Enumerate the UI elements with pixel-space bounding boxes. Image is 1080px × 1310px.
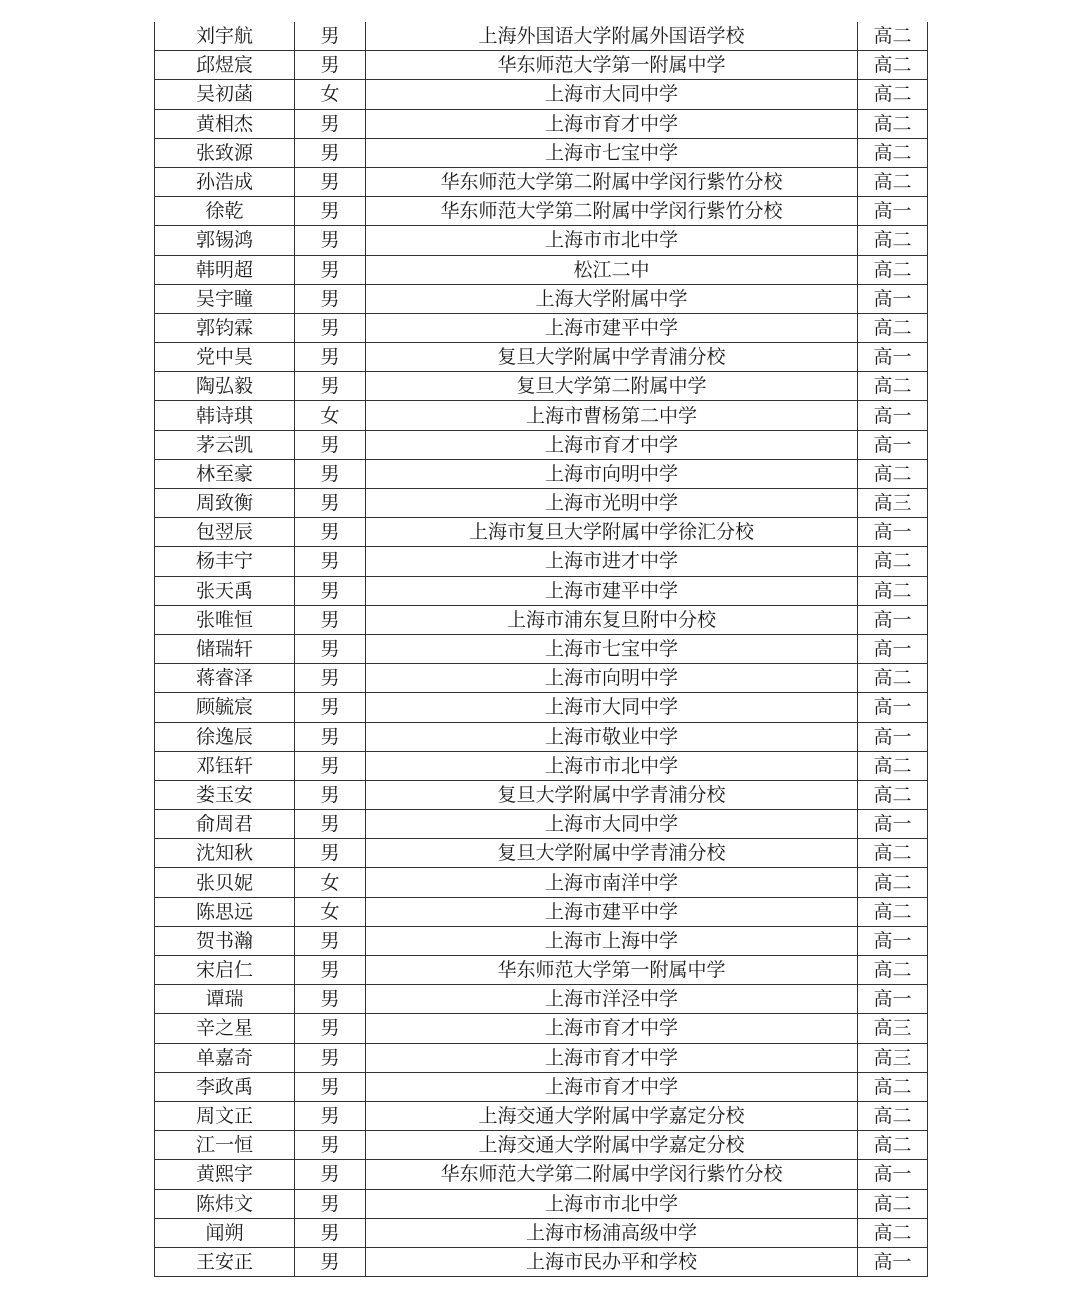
student-gender-cell: 男 [295,284,366,313]
student-gender-cell: 男 [295,956,366,985]
table-row [155,343,928,372]
student-name-cell: 贺书瀚 [155,926,295,955]
student-grade-cell: 高一 [858,430,928,459]
student-name-cell: 党中昊 [155,343,295,372]
student-name-cell: 吴初菡 [155,80,295,109]
student-school-cell: 上海市向明中学 [366,459,858,488]
student-gender-cell: 男 [295,1014,366,1043]
student-school-cell: 上海市市北中学 [366,1189,858,1218]
student-grade-cell: 高一 [858,693,928,722]
student-name-cell: 杨丰宁 [155,547,295,576]
table-row [155,401,928,430]
table-row [155,956,928,985]
student-school-cell: 复旦大学附属中学青浦分校 [366,343,858,372]
student-name-cell: 刘宇航 [155,22,295,51]
student-name-cell: 邱煜宸 [155,51,295,80]
table-row [155,751,928,780]
student-school-cell: 上海市曹杨第二中学 [366,401,858,430]
student-grade-cell: 高一 [858,810,928,839]
student-gender-cell: 男 [295,51,366,80]
table-row [155,518,928,547]
table-row [155,430,928,459]
student-name-cell: 林至豪 [155,459,295,488]
student-school-cell: 复旦大学第二附属中学 [366,372,858,401]
student-gender-cell: 女 [295,401,366,430]
student-gender-cell: 男 [295,576,366,605]
student-school-cell: 复旦大学附属中学青浦分校 [366,839,858,868]
table-row [155,459,928,488]
student-school-cell: 上海市建平中学 [366,313,858,342]
student-school-cell: 上海大学附属中学 [366,284,858,313]
student-school-cell: 华东师范大学第一附属中学 [366,956,858,985]
table-row [155,547,928,576]
student-gender-cell: 男 [295,693,366,722]
student-name-cell: 张致源 [155,138,295,167]
student-gender-cell: 男 [295,1189,366,1218]
student-grade-cell: 高一 [858,284,928,313]
student-school-cell: 上海市南洋中学 [366,868,858,897]
student-name-cell: 孙浩成 [155,167,295,196]
student-grade-cell: 高二 [858,109,928,138]
table-row [155,22,928,51]
student-school-cell: 上海市育才中学 [366,109,858,138]
student-grade-cell: 高二 [858,22,928,51]
student-school-cell: 上海市向明中学 [366,664,858,693]
student-school-cell: 上海外国语大学附属外国语学校 [366,22,858,51]
student-gender-cell: 女 [295,868,366,897]
table-row [155,576,928,605]
student-school-cell: 上海市大同中学 [366,693,858,722]
student-grade-cell: 高二 [858,138,928,167]
student-name-cell: 黄熙宇 [155,1160,295,1189]
student-gender-cell: 男 [295,810,366,839]
student-name-cell: 江一恒 [155,1131,295,1160]
table-row [155,722,928,751]
student-name-cell: 包翌辰 [155,518,295,547]
student-school-cell: 华东师范大学第一附属中学 [366,51,858,80]
table-row [155,51,928,80]
student-name-cell: 韩明超 [155,255,295,284]
student-name-cell: 张贝妮 [155,868,295,897]
student-grade-cell: 高三 [858,1014,928,1043]
student-school-cell: 上海市光明中学 [366,489,858,518]
student-gender-cell: 男 [295,518,366,547]
student-grade-cell: 高二 [858,1131,928,1160]
student-gender-cell: 男 [295,839,366,868]
table-row [155,197,928,226]
student-gender-cell: 男 [295,22,366,51]
student-name-cell: 王安正 [155,1247,295,1276]
student-name-cell: 娄玉安 [155,780,295,809]
student-grade-cell: 高一 [858,985,928,1014]
table-row [155,313,928,342]
student-grade-cell: 高二 [858,839,928,868]
student-name-cell: 俞周君 [155,810,295,839]
student-grade-cell: 高二 [858,897,928,926]
student-school-cell: 上海市七宝中学 [366,138,858,167]
student-name-cell: 郭锡鸿 [155,226,295,255]
student-name-cell: 储瑞轩 [155,634,295,663]
student-grade-cell: 高二 [858,372,928,401]
table-row [155,664,928,693]
student-gender-cell: 男 [295,372,366,401]
student-school-cell: 上海市浦东复旦附中分校 [366,605,858,634]
student-school-cell: 上海交通大学附属中学嘉定分校 [366,1101,858,1130]
student-school-cell: 上海市育才中学 [366,1072,858,1101]
student-gender-cell: 男 [295,634,366,663]
student-name-cell: 吴宇瞳 [155,284,295,313]
student-gender-cell: 男 [295,985,366,1014]
student-school-cell: 华东师范大学第二附属中学闵行紫竹分校 [366,167,858,196]
student-grade-cell: 高三 [858,489,928,518]
table-row [155,1218,928,1247]
student-gender-cell: 男 [295,1160,366,1189]
student-grade-cell: 高一 [858,518,928,547]
table-row [155,868,928,897]
student-gender-cell: 男 [295,226,366,255]
student-gender-cell: 男 [295,1101,366,1130]
student-name-cell: 黄相杰 [155,109,295,138]
student-school-cell: 复旦大学附属中学青浦分校 [366,780,858,809]
student-gender-cell: 男 [295,1247,366,1276]
student-gender-cell: 男 [295,547,366,576]
table-row [155,1131,928,1160]
student-name-cell: 宋启仁 [155,956,295,985]
table-row [155,372,928,401]
student-grade-cell: 高一 [858,1247,928,1276]
table-row [155,167,928,196]
table-row [155,839,928,868]
student-name-cell: 徐逸辰 [155,722,295,751]
table-row [155,1101,928,1130]
student-grade-cell: 高二 [858,255,928,284]
student-grade-cell: 高二 [858,576,928,605]
table-row [155,1072,928,1101]
student-grade-cell: 高二 [858,1218,928,1247]
student-grade-cell: 高二 [858,80,928,109]
student-school-cell: 上海市七宝中学 [366,634,858,663]
student-gender-cell: 男 [295,664,366,693]
student-grade-cell: 高三 [858,1043,928,1072]
student-grade-cell: 高二 [858,956,928,985]
student-grade-cell: 高二 [858,459,928,488]
student-gender-cell: 男 [295,255,366,284]
table-row [155,1014,928,1043]
student-grade-cell: 高一 [858,197,928,226]
student-name-cell: 李政禹 [155,1072,295,1101]
student-grade-cell: 高二 [858,868,928,897]
table-row [155,926,928,955]
student-name-cell: 陈炜文 [155,1189,295,1218]
student-name-cell: 茅云凯 [155,430,295,459]
student-name-cell: 辛之星 [155,1014,295,1043]
student-school-cell: 上海市大同中学 [366,80,858,109]
student-grade-cell: 高二 [858,313,928,342]
student-name-cell: 顾毓宸 [155,693,295,722]
student-name-cell: 郭钧霖 [155,313,295,342]
student-grade-cell: 高二 [858,780,928,809]
table-row [155,1247,928,1276]
student-school-cell: 松江二中 [366,255,858,284]
table-row [155,985,928,1014]
student-school-cell: 上海交通大学附属中学嘉定分校 [366,1131,858,1160]
student-school-cell: 上海市敬业中学 [366,722,858,751]
student-school-cell: 上海市建平中学 [366,897,858,926]
student-name-cell: 邓钰轩 [155,751,295,780]
table-row [155,1043,928,1072]
student-school-cell: 上海市上海中学 [366,926,858,955]
student-name-cell: 周致衡 [155,489,295,518]
student-grade-cell: 高二 [858,226,928,255]
student-grade-cell: 高二 [858,751,928,780]
student-grade-cell: 高一 [858,926,928,955]
student-name-cell: 谭瑞 [155,985,295,1014]
student-gender-cell: 男 [295,605,366,634]
student-school-cell: 上海市建平中学 [366,576,858,605]
student-grade-cell: 高一 [858,605,928,634]
student-grade-cell: 高一 [858,634,928,663]
student-name-cell: 蒋睿泽 [155,664,295,693]
table-row [155,780,928,809]
student-name-cell: 张天禹 [155,576,295,605]
table-row [155,810,928,839]
student-school-cell: 上海市育才中学 [366,1014,858,1043]
table-row [155,693,928,722]
table-row [155,109,928,138]
student-school-cell: 上海市育才中学 [366,430,858,459]
student-gender-cell: 女 [295,897,366,926]
student-roster-table [154,22,928,1277]
table-row [155,1160,928,1189]
student-school-cell: 上海市育才中学 [366,1043,858,1072]
student-gender-cell: 男 [295,1072,366,1101]
table-row [155,284,928,313]
student-name-cell: 沈知秋 [155,839,295,868]
student-school-cell: 上海市大同中学 [366,810,858,839]
roster-sheet [154,22,927,1277]
student-grade-cell: 高二 [858,167,928,196]
student-name-cell: 陈思远 [155,897,295,926]
student-gender-cell: 男 [295,722,366,751]
student-grade-cell: 高一 [858,343,928,372]
student-name-cell: 徐乾 [155,197,295,226]
roster-body [155,22,928,1277]
student-grade-cell: 高一 [858,1160,928,1189]
student-gender-cell: 女 [295,80,366,109]
table-row [155,80,928,109]
student-gender-cell: 男 [295,197,366,226]
student-grade-cell: 高一 [858,401,928,430]
student-grade-cell: 高二 [858,547,928,576]
table-row [155,226,928,255]
student-gender-cell: 男 [295,313,366,342]
table-row [155,489,928,518]
student-gender-cell: 男 [295,167,366,196]
student-school-cell: 上海市洋泾中学 [366,985,858,1014]
student-grade-cell: 高二 [858,1101,928,1130]
student-school-cell: 上海市市北中学 [366,226,858,255]
student-name-cell: 陶弘毅 [155,372,295,401]
student-school-cell: 上海市市北中学 [366,751,858,780]
student-gender-cell: 男 [295,751,366,780]
student-gender-cell: 男 [295,1043,366,1072]
student-school-cell: 华东师范大学第二附属中学闵行紫竹分校 [366,197,858,226]
student-name-cell: 韩诗琪 [155,401,295,430]
student-school-cell: 上海市民办平和学校 [366,1247,858,1276]
student-gender-cell: 男 [295,343,366,372]
student-name-cell: 周文正 [155,1101,295,1130]
student-school-cell: 上海市进才中学 [366,547,858,576]
student-gender-cell: 男 [295,430,366,459]
student-gender-cell: 男 [295,780,366,809]
student-grade-cell: 高一 [858,722,928,751]
student-grade-cell: 高二 [858,1072,928,1101]
table-row [155,138,928,167]
student-gender-cell: 男 [295,926,366,955]
student-gender-cell: 男 [295,109,366,138]
table-row [155,255,928,284]
table-row [155,634,928,663]
student-school-cell: 上海市复旦大学附属中学徐汇分校 [366,518,858,547]
student-school-cell: 上海市杨浦高级中学 [366,1218,858,1247]
table-row [155,1189,928,1218]
student-name-cell: 张唯恒 [155,605,295,634]
student-grade-cell: 高二 [858,51,928,80]
student-gender-cell: 男 [295,1131,366,1160]
student-grade-cell: 高二 [858,664,928,693]
student-gender-cell: 男 [295,459,366,488]
student-grade-cell: 高二 [858,1189,928,1218]
table-row [155,897,928,926]
student-name-cell: 单嘉奇 [155,1043,295,1072]
student-gender-cell: 男 [295,489,366,518]
table-row [155,605,928,634]
student-school-cell: 华东师范大学第二附属中学闵行紫竹分校 [366,1160,858,1189]
student-gender-cell: 男 [295,138,366,167]
student-name-cell: 闻朔 [155,1218,295,1247]
student-gender-cell: 男 [295,1218,366,1247]
